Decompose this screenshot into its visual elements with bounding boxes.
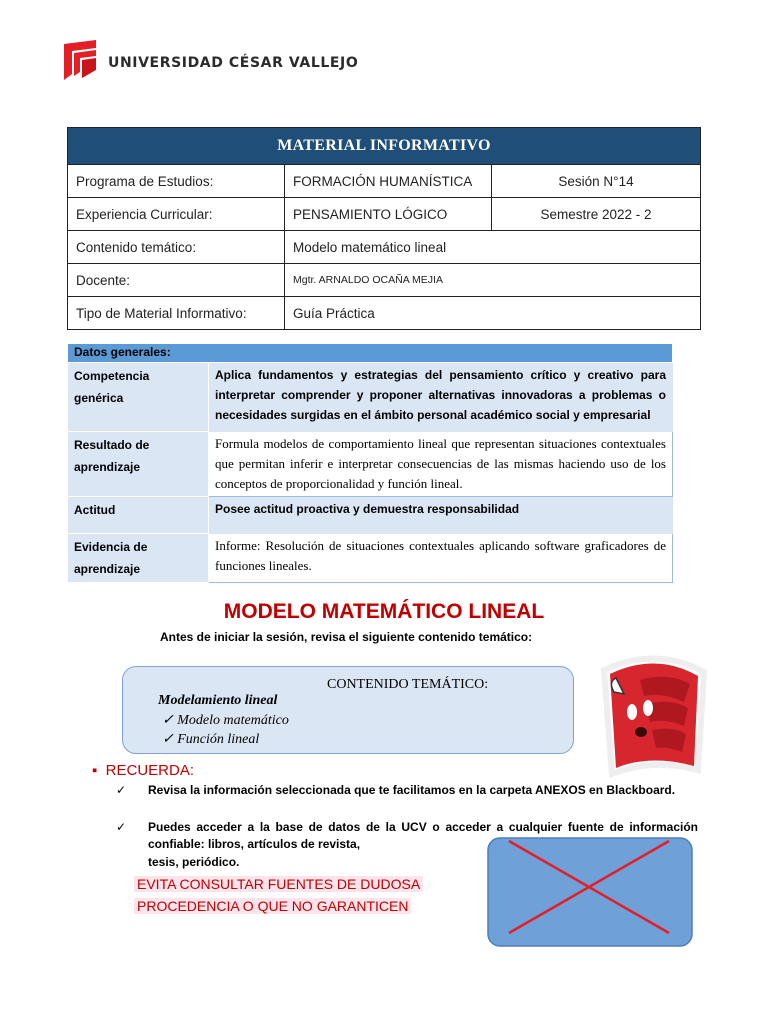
row-value: FORMACIÓN HUMANÍSTICA xyxy=(285,165,492,198)
row-label: Contenido temático: xyxy=(68,231,285,264)
table-row xyxy=(68,198,701,231)
content-box-title-text: CONTENIDO TEMÁTICO xyxy=(327,677,485,692)
section-title: MODELO MATEMÁTICO LINEAL xyxy=(223,600,545,623)
semester: Semestre 2022 - 2 xyxy=(492,198,701,231)
content-box-colon: : xyxy=(484,677,489,692)
row-label: Programa de Estudios: xyxy=(68,165,285,198)
section-intro: Antes de iniciar la sesión, revisa el siguiente contenido temático: xyxy=(160,630,533,644)
general-data-table xyxy=(67,343,673,583)
table-row xyxy=(68,297,701,330)
warning-line: PROCEDENCIA O QUE NO GARANTICEN xyxy=(134,898,411,914)
table-row xyxy=(68,231,701,264)
check-icon: ✓ xyxy=(116,820,127,834)
row-label: Evidencia de aprendizaje xyxy=(68,534,209,583)
table-row xyxy=(68,534,673,583)
content-box-subtitle: Modelamiento lineal xyxy=(158,693,278,708)
row-label: Resultado de aprendizaje xyxy=(68,432,209,497)
reminder-item-text: tesis, periódico. xyxy=(148,855,240,869)
reminder-item-text: Revisa la información seleccionada que te facilitamos en la carpeta ANEXOS en Blackboard. xyxy=(148,783,676,797)
list-item xyxy=(162,731,259,748)
row-label: Tipo de Material Informativo: xyxy=(68,297,285,330)
list-item xyxy=(162,712,289,729)
ucv-logo-icon xyxy=(62,40,106,84)
content-box-title xyxy=(327,677,488,693)
row-text: Formula modelos de comportamiento lineal que representan situaciones contextuales que permitan inferir e interpretar consecuencias de las mismas haciendo uso de los conceptos de proporcionalidad y función lineal. xyxy=(209,432,673,497)
row-label: Experiencia Curricular: xyxy=(68,198,285,231)
row-value: PENSAMIENTO LÓGICO xyxy=(285,198,492,231)
row-label: Docente: xyxy=(68,264,285,297)
table-row xyxy=(68,165,701,198)
reminder-title-text: RECUERDA: xyxy=(105,762,195,779)
bullet-icon: ▪ xyxy=(92,762,98,779)
list-item-text: Modelo matemático xyxy=(177,713,289,728)
check-icon: ✓ xyxy=(116,783,127,797)
reminder-item-text: Puedes acceder a la base de datos de la UCV o acceder a cualquier fuente de información confiable: libros, artículos de revista, xyxy=(148,820,698,851)
row-label: Competencia genérica xyxy=(68,363,209,432)
info-table xyxy=(67,127,701,330)
check-icon: ✓ xyxy=(162,713,174,728)
row-value: Mgtr. ARNALDO OCAÑA MEJIA xyxy=(285,264,701,297)
row-text: Aplica fundamentos y estrategias del pensamiento crítico y creativo para interpretar comprender y proponer alternativas innovadoras a problemas o necesidades surgidas en el ámbito personal académico social y empresarial xyxy=(209,363,673,432)
reminder-title xyxy=(92,762,194,779)
row-text: Informe: Resolución de situaciones contextuales aplicando software graficadores de funciones lineales. xyxy=(209,534,673,583)
table-row xyxy=(68,264,701,297)
crossed-image-placeholder xyxy=(487,837,693,947)
table-row xyxy=(68,363,673,432)
row-label: Actitud xyxy=(68,497,209,534)
university-name: UNIVERSIDAD CÉSAR VALLEJO xyxy=(108,55,359,71)
mascot-book-icon xyxy=(586,642,716,782)
check-icon: ✓ xyxy=(162,732,174,747)
session-number: Sesión N°14 xyxy=(492,165,701,198)
warning-line: EVITA CONSULTAR FUENTES DE DUDOSA xyxy=(134,876,423,892)
list-item-text: Función lineal xyxy=(177,732,260,747)
row-value: Modelo matemático lineal xyxy=(285,231,701,264)
table-row xyxy=(68,432,673,497)
table-row xyxy=(68,497,673,534)
info-table-title: MATERIAL INFORMATIVO xyxy=(68,128,701,165)
general-data-heading: Datos generales: xyxy=(68,344,673,363)
row-text: Posee actitud proactiva y demuestra responsabilidad xyxy=(209,497,673,534)
row-value: Guía Práctica xyxy=(285,297,701,330)
reminder-item xyxy=(116,782,698,799)
